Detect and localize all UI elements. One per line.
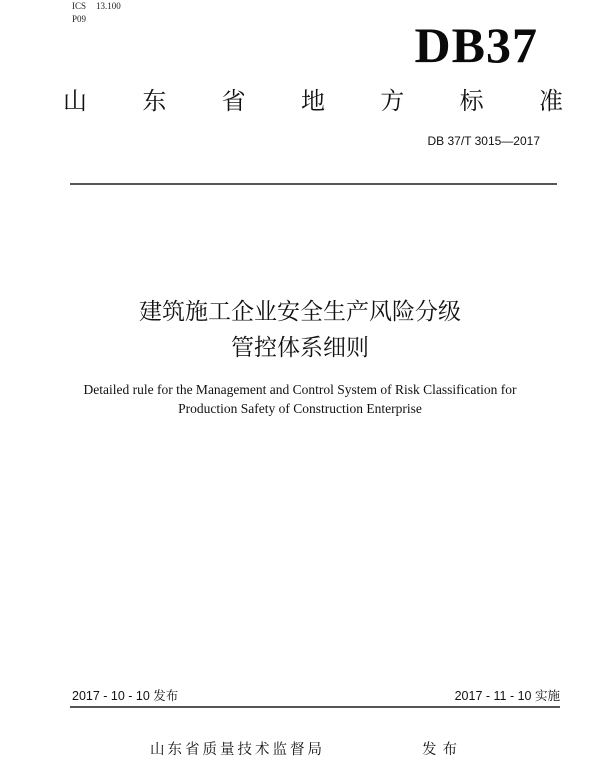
- standard-type-char: 山: [63, 87, 87, 115]
- implementation-date: 2017 - 11 - 10 实施: [454, 689, 560, 703]
- standard-type-char: 方: [380, 87, 405, 115]
- title-en-line2: Production Safety of Construction Enterprise: [178, 401, 422, 416]
- standard-type-heading: [63, 86, 563, 116]
- db-code-logo: DB37: [414, 17, 538, 73]
- ics-classification: [72, 1, 121, 12]
- issue-label: 发布: [422, 742, 463, 758]
- issue-date: 2017 - 10 - 10 发布: [72, 689, 179, 703]
- standard-number: DB 37/T 3015—2017: [427, 134, 540, 148]
- header-divider: [70, 183, 557, 185]
- issuing-authority: 山东省质量技术监督局: [150, 742, 325, 758]
- standard-type-char: 东: [142, 87, 167, 115]
- standard-type-char: 准: [538, 87, 563, 115]
- ccs-code: P09: [72, 14, 87, 24]
- standard-type-char: 地: [300, 87, 325, 115]
- ics-label: ICS: [72, 1, 87, 11]
- title-cn-line2: 管控体系细则: [231, 335, 369, 361]
- title-cn-line1: 建筑施工企业安全生产风险分级: [139, 299, 461, 325]
- title-en-line1: Detailed rule for the Management and Control System of Risk Classification for: [83, 382, 517, 397]
- ics-code: 13.100: [96, 1, 121, 11]
- footer-divider: [70, 706, 560, 708]
- standard-type-char: 标: [459, 87, 484, 115]
- standard-type-char: 省: [221, 87, 246, 115]
